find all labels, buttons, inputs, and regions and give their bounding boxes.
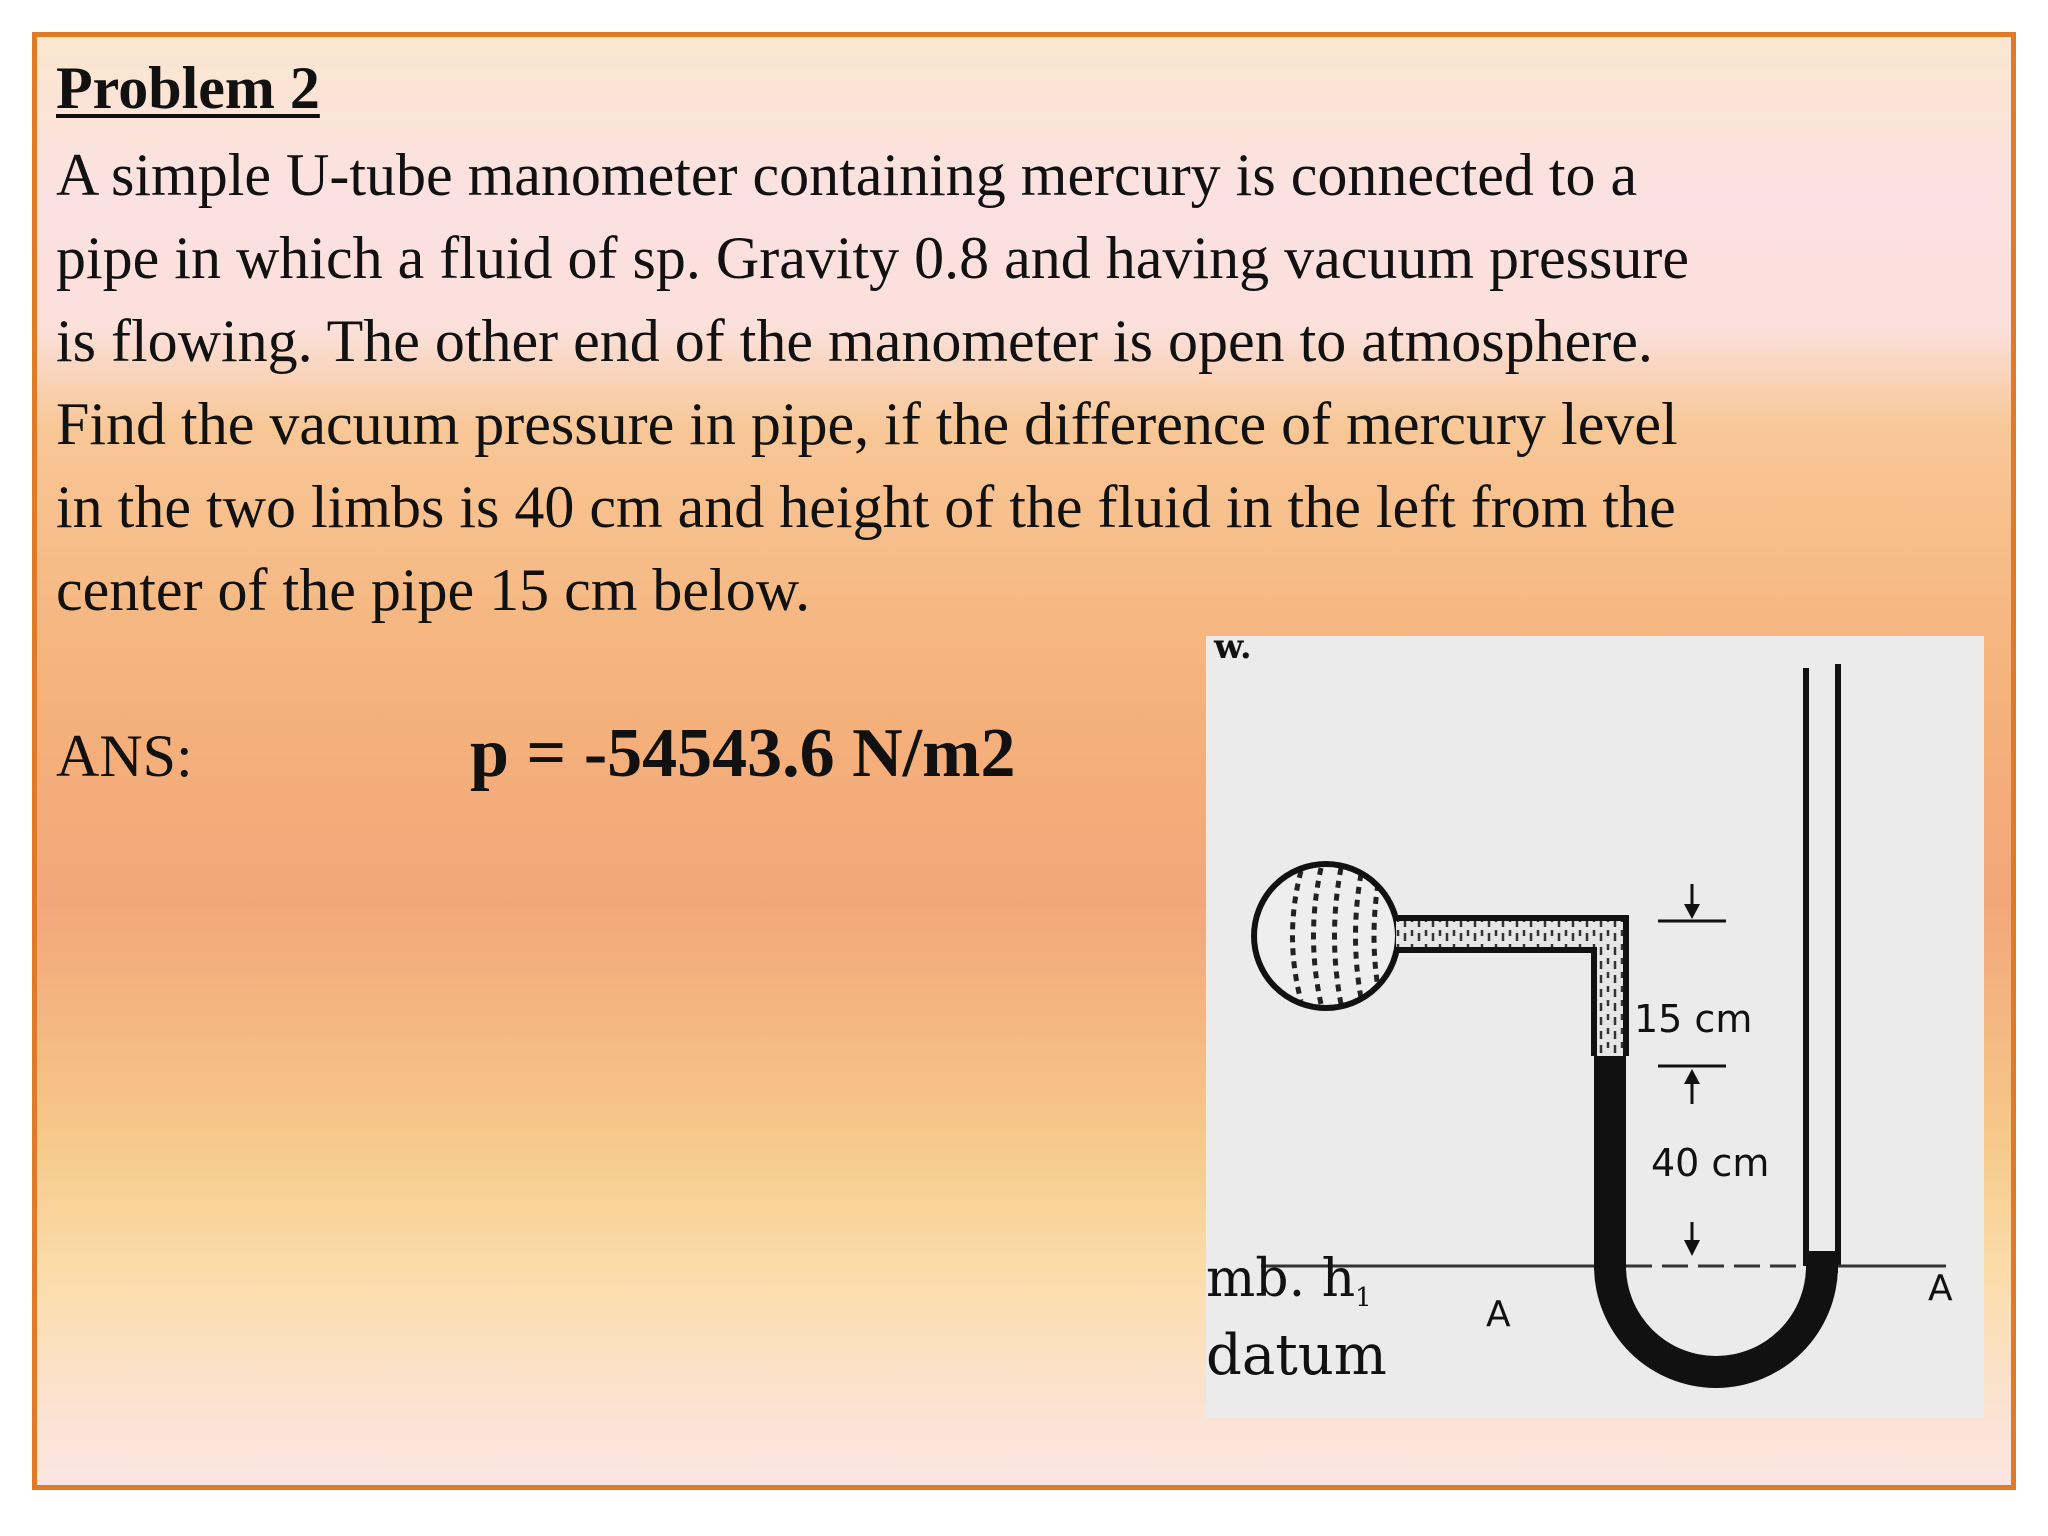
answer-value: p = -54543.6 N/m2	[470, 715, 1016, 792]
problem-line: center of the pipe 15 cm below.	[56, 557, 811, 623]
left-limb-mercury	[1594, 1056, 1626, 1266]
manometer-diagram	[1206, 636, 1984, 1418]
label-a-right: A	[1928, 1268, 1953, 1309]
figure-side-text-line1: mb. h1	[1206, 1249, 1372, 1313]
problem-title: Problem 2	[56, 55, 320, 121]
manometer-figure	[1206, 636, 1984, 1418]
label-40cm: 40 cm	[1651, 1141, 1770, 1185]
problem-line: pipe in which a fluid of sp. Gravity 0.8 and having vacuum pressure	[56, 225, 1689, 291]
label-15cm: 15 cm	[1634, 997, 1753, 1041]
figure-side-text-line2: datum	[1206, 1323, 1387, 1388]
label-a-left: A	[1486, 1294, 1511, 1335]
problem-line: is flowing. The other end of the manometer is open to atmosphere.	[56, 308, 1653, 374]
problem-statement	[56, 134, 1976, 632]
pipe-cross-section	[1254, 864, 1398, 1008]
answer-label: ANS:	[56, 723, 193, 789]
problem-line: in the two limbs is 40 cm and height of the fluid in the left from the	[56, 474, 1676, 540]
figure-top-fragment: w.	[1214, 636, 1252, 667]
problem-line: A simple U-tube manometer containing mercury is connected to a	[56, 142, 1638, 208]
problem-line: Find the vacuum pressure in pipe, if the difference of mercury level	[56, 391, 1678, 457]
